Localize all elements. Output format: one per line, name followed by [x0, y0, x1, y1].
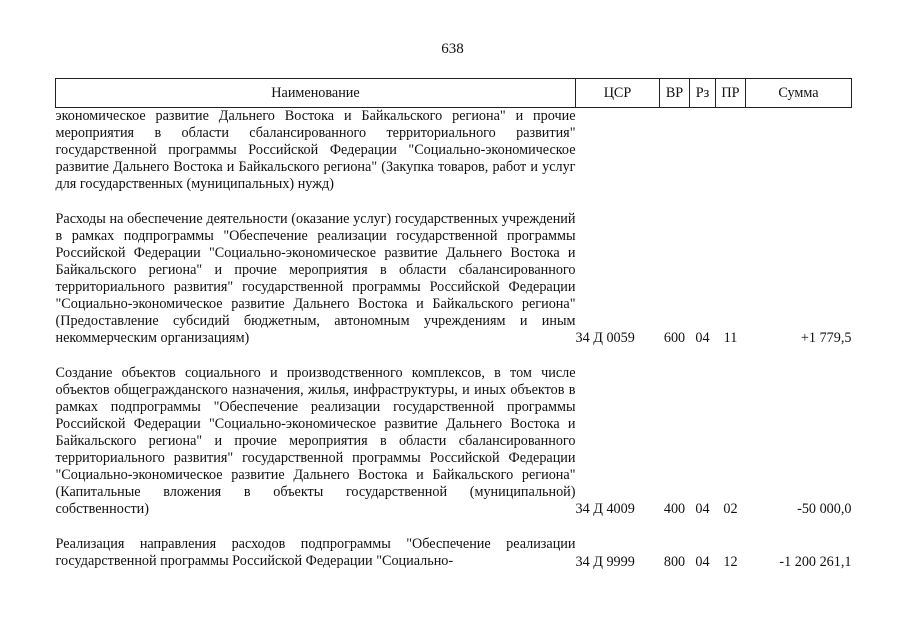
row-rz: 04	[695, 330, 710, 346]
row-pr: 02	[723, 501, 738, 517]
table-row	[56, 365, 852, 518]
row-vr: 600	[663, 330, 686, 346]
row-csr: 34 Д 0059	[575, 330, 635, 346]
header-pr: ПР	[716, 79, 746, 108]
row-sum	[746, 108, 852, 194]
budget-table	[55, 78, 852, 571]
page-bottom-margin	[0, 594, 905, 640]
header-rz: Рз	[690, 79, 716, 108]
page-number: 638	[441, 41, 464, 57]
row-csr	[576, 108, 660, 194]
table-header-row	[56, 79, 852, 108]
table-row	[56, 211, 852, 347]
table-row	[56, 536, 852, 571]
header-name: Наименование	[56, 79, 576, 108]
row-csr: 34 Д 9999	[575, 554, 635, 570]
row-sum: -1 200 261,1	[779, 554, 852, 570]
row-rz: 04	[695, 554, 710, 570]
row-name: экономическое развитие Дальнего Востока и Байкальского региона" и прочие мероприятия в области сбалансированного территориального развития" государственной программы Российской Федерации "Социально-экономическое развитие Дальнего Востока и Байкальского региона" (Закупка товаров, работ и услуг для государственных (муниципальных) нужд)	[55, 108, 576, 192]
header-csr: ЦСР	[576, 79, 660, 108]
row-name: Создание объектов социального и производственного комплексов, в том числе объектов общегражданского назначения, жилья, инфраструктуры, и иных объектов в рамках подпрограммы "Обеспечение реализации государственной программы Российской Федерации "Социально-экономическое развитие Дальнего Востока и Байкальского региона" и прочие мероприятия в области сбалансированного территориального развития" государственной программы Российской Федерации "Социально-экономическое развитие Дальнего Востока и Байкальского региона" (Капитальные вложения в объекты государственной (муниципальной) собственности)	[55, 365, 576, 517]
row-rz: 04	[695, 501, 710, 517]
row-vr	[660, 108, 690, 194]
row-pr	[716, 108, 746, 194]
row-name: Расходы на обеспечение деятельности (оказание услуг) государственных учреждений в рамках подпрограммы "Обеспечение реализации государственной программы Российской Федерации "Социально-экономическое развитие Дальнего Востока и Байкальского региона" и прочие мероприятия в области сбалансированного территориального развития" государственной программы Российской Федерации "Социально-экономическое развитие Дальнего Востока и Байкальского региона" (Предоставление субсидий бюджетным, автономным учреждениям и иным некоммерческим организациям)	[55, 211, 576, 346]
row-rz	[690, 108, 716, 194]
row-sum: +1 779,5	[800, 330, 852, 346]
row-vr: 800	[663, 554, 686, 570]
row-pr: 12	[723, 554, 738, 570]
row-sum: -50 000,0	[797, 501, 852, 517]
row-csr: 34 Д 4009	[575, 501, 635, 517]
header-vr: ВР	[660, 79, 690, 108]
row-name: Реализация направления расходов подпрограммы "Обеспечение реализации государственной программы Российской Федерации "Социально-	[55, 536, 576, 569]
row-pr: 11	[723, 330, 738, 346]
table-row	[56, 108, 852, 194]
row-vr: 400	[663, 501, 686, 517]
header-sum: Сумма	[746, 79, 852, 108]
